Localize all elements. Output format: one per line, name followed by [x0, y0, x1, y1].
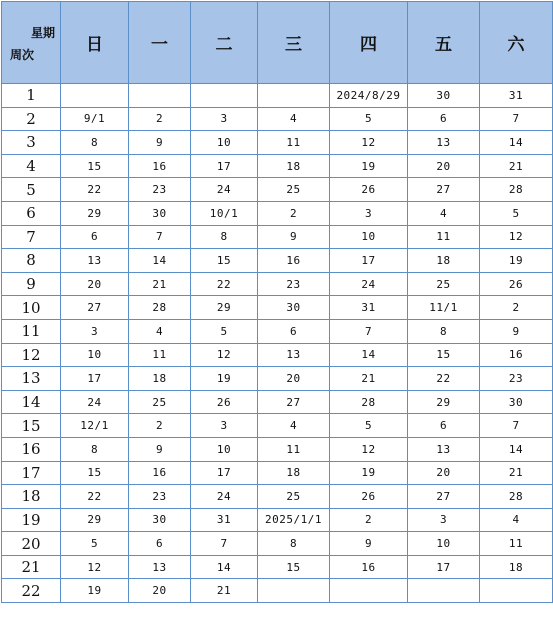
- date-cell: 17: [191, 461, 258, 485]
- date-cell: 27: [258, 390, 330, 414]
- date-cell: 27: [408, 178, 480, 202]
- table-row: [2, 485, 553, 509]
- week-number: 15: [2, 414, 61, 438]
- date-cell: 31: [330, 296, 408, 320]
- date-cell: 14: [191, 555, 258, 579]
- week-number: 5: [2, 178, 61, 202]
- day-header-mon: 一: [129, 2, 191, 84]
- date-cell: 4: [129, 319, 191, 343]
- date-cell: 29: [408, 390, 480, 414]
- date-cell: 18: [129, 367, 191, 391]
- date-cell: 25: [258, 485, 330, 509]
- date-cell: 21: [330, 367, 408, 391]
- week-number: 8: [2, 249, 61, 273]
- date-cell: 7: [330, 319, 408, 343]
- date-cell: 29: [191, 296, 258, 320]
- corner-weekday-label: 星期: [30, 26, 55, 40]
- date-cell: 9: [330, 532, 408, 556]
- week-number: 20: [2, 532, 61, 556]
- date-cell: 25: [258, 178, 330, 202]
- date-cell: 15: [61, 461, 129, 485]
- date-cell: 28: [129, 296, 191, 320]
- calendar-body: [2, 84, 553, 603]
- date-cell: 4: [408, 201, 480, 225]
- date-cell: 10: [191, 437, 258, 461]
- date-cell: 21: [480, 154, 553, 178]
- date-cell: 10: [408, 532, 480, 556]
- date-cell: 4: [258, 107, 330, 131]
- date-cell: 26: [480, 272, 553, 296]
- date-cell: 31: [191, 508, 258, 532]
- date-cell: 21: [129, 272, 191, 296]
- date-cell: 6: [258, 319, 330, 343]
- date-cell: 26: [191, 390, 258, 414]
- day-header-fri: 五: [408, 2, 480, 84]
- date-cell: 23: [258, 272, 330, 296]
- date-cell: 15: [408, 343, 480, 367]
- date-cell: 15: [61, 154, 129, 178]
- date-cell: 26: [330, 485, 408, 509]
- date-cell: 20: [408, 154, 480, 178]
- date-cell: 14: [330, 343, 408, 367]
- date-cell: 9/1: [61, 107, 129, 131]
- date-cell: 23: [129, 485, 191, 509]
- date-cell: 12: [61, 555, 129, 579]
- date-cell: 19: [330, 461, 408, 485]
- date-cell: 9: [129, 131, 191, 155]
- week-number: 2: [2, 107, 61, 131]
- date-cell: 16: [258, 249, 330, 273]
- date-cell: 19: [480, 249, 553, 273]
- day-header-sat: 六: [480, 2, 553, 84]
- table-row: [2, 579, 553, 603]
- date-cell: 23: [129, 178, 191, 202]
- date-cell: [330, 579, 408, 603]
- date-cell: 12/1: [61, 414, 129, 438]
- date-cell: 10/1: [191, 201, 258, 225]
- date-cell: 27: [61, 296, 129, 320]
- date-cell: 18: [408, 249, 480, 273]
- date-cell: 5: [480, 201, 553, 225]
- week-number: 12: [2, 343, 61, 367]
- date-cell: 6: [408, 414, 480, 438]
- date-cell: 19: [61, 579, 129, 603]
- date-cell: 4: [258, 414, 330, 438]
- date-cell: 15: [191, 249, 258, 273]
- date-cell: 5: [330, 414, 408, 438]
- date-cell: 29: [61, 201, 129, 225]
- date-cell: 12: [191, 343, 258, 367]
- table-row: [2, 272, 553, 296]
- week-number: 9: [2, 272, 61, 296]
- date-cell: 4: [480, 508, 553, 532]
- date-cell: 2024/8/29: [330, 84, 408, 108]
- date-cell: 2: [258, 201, 330, 225]
- week-number: 17: [2, 461, 61, 485]
- date-cell: 28: [480, 485, 553, 509]
- date-cell: 2: [129, 107, 191, 131]
- date-cell: 7: [480, 107, 553, 131]
- date-cell: 28: [480, 178, 553, 202]
- date-cell: 20: [258, 367, 330, 391]
- date-cell: 7: [480, 414, 553, 438]
- date-cell: 15: [258, 555, 330, 579]
- date-cell: 30: [129, 508, 191, 532]
- date-cell: 19: [330, 154, 408, 178]
- date-cell: 3: [191, 414, 258, 438]
- date-cell: 5: [330, 107, 408, 131]
- date-cell: 21: [191, 579, 258, 603]
- date-cell: 2025/1/1: [258, 508, 330, 532]
- date-cell: 29: [61, 508, 129, 532]
- date-cell: 22: [61, 485, 129, 509]
- week-number: 16: [2, 437, 61, 461]
- date-cell: 10: [191, 131, 258, 155]
- date-cell: 9: [129, 437, 191, 461]
- date-cell: 12: [480, 225, 553, 249]
- date-cell: 24: [191, 485, 258, 509]
- table-row: [2, 437, 553, 461]
- date-cell: 22: [61, 178, 129, 202]
- table-row: [2, 390, 553, 414]
- date-cell: 13: [61, 249, 129, 273]
- date-cell: 3: [191, 107, 258, 131]
- date-cell: 14: [480, 437, 553, 461]
- date-cell: 13: [408, 131, 480, 155]
- date-cell: 24: [61, 390, 129, 414]
- date-cell: [191, 84, 258, 108]
- date-cell: 17: [330, 249, 408, 273]
- date-cell: 6: [61, 225, 129, 249]
- date-cell: 24: [330, 272, 408, 296]
- week-number: 21: [2, 555, 61, 579]
- table-row: [2, 508, 553, 532]
- corner-week-label: 周次: [10, 48, 35, 62]
- date-cell: 8: [61, 131, 129, 155]
- week-number: 14: [2, 390, 61, 414]
- table-row: [2, 461, 553, 485]
- date-cell: 13: [129, 555, 191, 579]
- table-row: [2, 367, 553, 391]
- date-cell: 8: [61, 437, 129, 461]
- week-number: 7: [2, 225, 61, 249]
- table-row: [2, 555, 553, 579]
- date-cell: 3: [408, 508, 480, 532]
- date-cell: 26: [330, 178, 408, 202]
- date-cell: 27: [408, 485, 480, 509]
- table-row: [2, 178, 553, 202]
- day-header-wed: 三: [258, 2, 330, 84]
- date-cell: [129, 84, 191, 108]
- week-number: 22: [2, 579, 61, 603]
- date-cell: 17: [408, 555, 480, 579]
- table-row: [2, 296, 553, 320]
- date-cell: 14: [480, 131, 553, 155]
- table-row: [2, 107, 553, 131]
- calendar-table: [1, 1, 553, 603]
- table-row: [2, 84, 553, 108]
- date-cell: 20: [61, 272, 129, 296]
- week-number: 4: [2, 154, 61, 178]
- table-row: [2, 414, 553, 438]
- date-cell: 2: [330, 508, 408, 532]
- day-header-sun: 日: [61, 2, 129, 84]
- date-cell: 30: [129, 201, 191, 225]
- date-cell: 7: [191, 532, 258, 556]
- table-row: [2, 225, 553, 249]
- date-cell: 6: [129, 532, 191, 556]
- week-number: 18: [2, 485, 61, 509]
- date-cell: 5: [61, 532, 129, 556]
- date-cell: 8: [258, 532, 330, 556]
- date-cell: [258, 579, 330, 603]
- table-row: [2, 319, 553, 343]
- date-cell: 24: [191, 178, 258, 202]
- date-cell: 14: [129, 249, 191, 273]
- date-cell: [408, 579, 480, 603]
- date-cell: 17: [61, 367, 129, 391]
- date-cell: 25: [408, 272, 480, 296]
- date-cell: 31: [480, 84, 553, 108]
- date-cell: 11: [408, 225, 480, 249]
- date-cell: 16: [129, 461, 191, 485]
- table-row: [2, 532, 553, 556]
- week-number: 19: [2, 508, 61, 532]
- week-number: 13: [2, 367, 61, 391]
- date-cell: 6: [408, 107, 480, 131]
- header-row: [2, 2, 553, 84]
- date-cell: 21: [480, 461, 553, 485]
- corner-cell: [2, 2, 61, 84]
- table-row: [2, 201, 553, 225]
- date-cell: 11: [480, 532, 553, 556]
- date-cell: 12: [330, 131, 408, 155]
- date-cell: 22: [191, 272, 258, 296]
- table-row: [2, 154, 553, 178]
- date-cell: 23: [480, 367, 553, 391]
- date-cell: [61, 84, 129, 108]
- week-number: 11: [2, 319, 61, 343]
- date-cell: 19: [191, 367, 258, 391]
- date-cell: 16: [129, 154, 191, 178]
- date-cell: 8: [408, 319, 480, 343]
- date-cell: 9: [258, 225, 330, 249]
- table-row: [2, 343, 553, 367]
- date-cell: 16: [330, 555, 408, 579]
- date-cell: 25: [129, 390, 191, 414]
- week-number: 3: [2, 131, 61, 155]
- date-cell: 20: [129, 579, 191, 603]
- date-cell: 18: [480, 555, 553, 579]
- day-header-tue: 二: [191, 2, 258, 84]
- date-cell: [480, 579, 553, 603]
- date-cell: 5: [191, 319, 258, 343]
- date-cell: 3: [330, 201, 408, 225]
- table-row: [2, 249, 553, 273]
- date-cell: 30: [408, 84, 480, 108]
- week-number: 10: [2, 296, 61, 320]
- date-cell: 10: [330, 225, 408, 249]
- table-row: [2, 131, 553, 155]
- date-cell: 13: [258, 343, 330, 367]
- date-cell: 30: [258, 296, 330, 320]
- date-cell: 3: [61, 319, 129, 343]
- date-cell: 9: [480, 319, 553, 343]
- date-cell: 11: [258, 131, 330, 155]
- day-header-thu: 四: [330, 2, 408, 84]
- date-cell: 28: [330, 390, 408, 414]
- date-cell: 18: [258, 461, 330, 485]
- date-cell: 16: [480, 343, 553, 367]
- date-cell: 7: [129, 225, 191, 249]
- date-cell: 11: [129, 343, 191, 367]
- date-cell: 2: [129, 414, 191, 438]
- week-number: 6: [2, 201, 61, 225]
- date-cell: 22: [408, 367, 480, 391]
- date-cell: 13: [408, 437, 480, 461]
- date-cell: 18: [258, 154, 330, 178]
- date-cell: 12: [330, 437, 408, 461]
- date-cell: [258, 84, 330, 108]
- date-cell: 11/1: [408, 296, 480, 320]
- date-cell: 30: [480, 390, 553, 414]
- date-cell: 10: [61, 343, 129, 367]
- date-cell: 2: [480, 296, 553, 320]
- date-cell: 17: [191, 154, 258, 178]
- date-cell: 8: [191, 225, 258, 249]
- date-cell: 11: [258, 437, 330, 461]
- week-number: 1: [2, 84, 61, 108]
- date-cell: 20: [408, 461, 480, 485]
